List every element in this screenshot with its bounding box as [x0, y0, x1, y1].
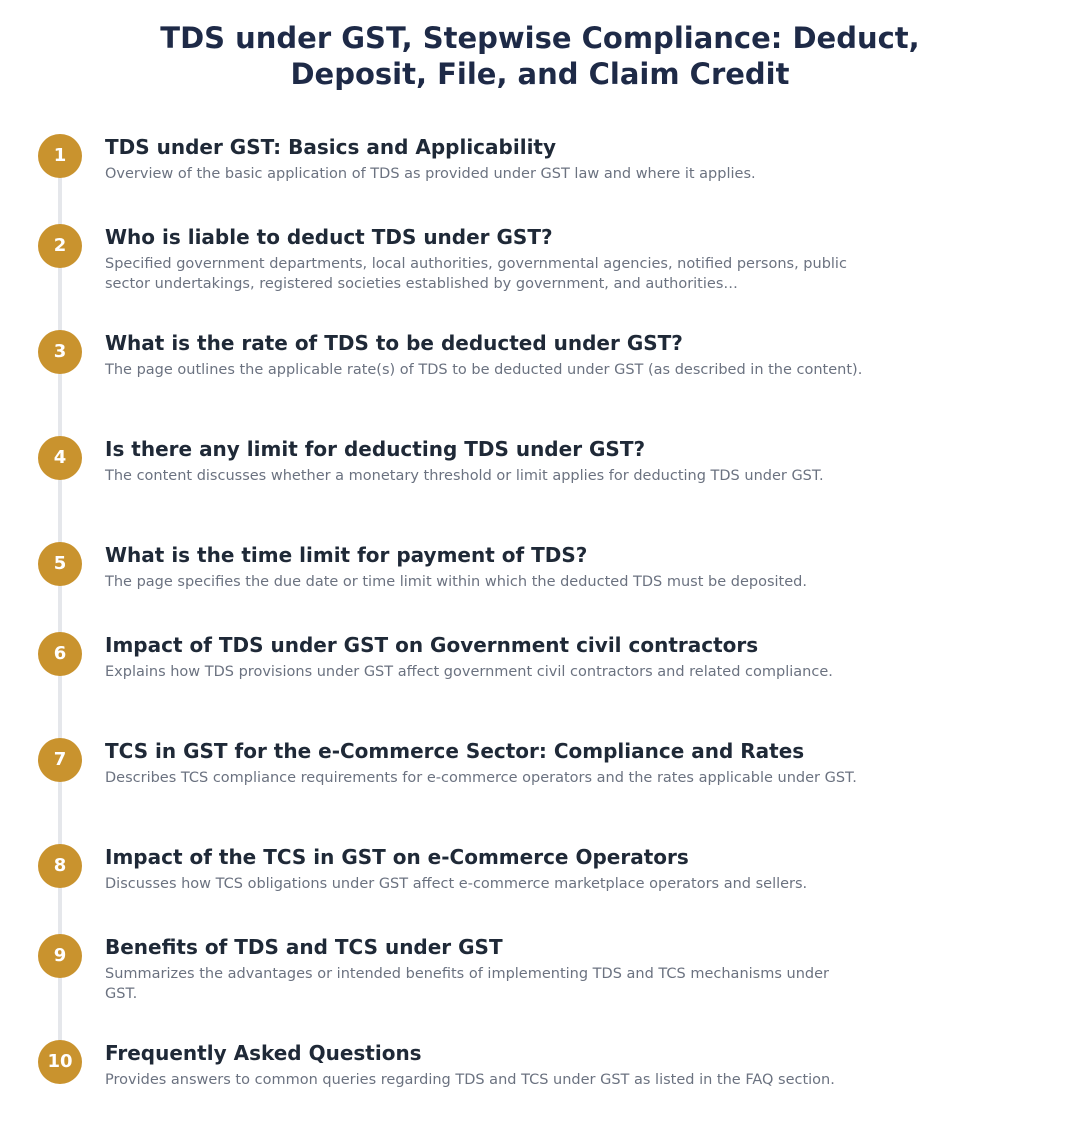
step-number-badge: 3: [38, 330, 82, 374]
step-description: Overview of the basic application of TDS as provided under GST law and where it applies.: [105, 166, 756, 182]
step-description: Describes TCS compliance requirements for e-commerce operators and the rates applicable under GST.: [105, 770, 857, 786]
step-number-badge: 9: [38, 934, 82, 978]
step-description: The page outlines the applicable rate(s) of TDS to be deducted under GST (as described in the content).: [105, 362, 863, 378]
page-title-line-2: Deposit, File, and Claim Credit: [290, 57, 790, 91]
step-description: Discusses how TCS obligations under GST affect e-commerce marketplace operators and sellers.: [105, 876, 808, 892]
step-number-badge: 5: [38, 542, 82, 586]
step-description: Explains how TDS provisions under GST affect government civil contractors and related compliance.: [105, 664, 833, 680]
step-number-badge: 7: [38, 738, 82, 782]
step-number-badge: 8: [38, 844, 82, 888]
step-title: Frequently Asked Questions: [105, 1041, 422, 1065]
step-number-badge: 6: [38, 632, 82, 676]
page-title: [0, 20, 1080, 92]
step-description: The page specifies the due date or time limit within which the deducted TDS must be deposited.: [105, 574, 807, 590]
step-description: Specified government departments, local authorities, governmental agencies, notified persons, public sector undertakings, registered societies established by government, and authorities…: [105, 256, 847, 292]
step-title: Is there any limit for deducting TDS under GST?: [105, 437, 646, 461]
timeline-connector-line: [58, 156, 62, 1062]
step-title: TDS under GST: Basics and Applicability: [105, 135, 557, 159]
step-number-badge: 2: [38, 224, 82, 268]
step-title: Impact of TDS under GST on Government civil contractors: [105, 633, 759, 657]
step-title: What is the time limit for payment of TDS?: [105, 543, 588, 567]
step-title: TCS in GST for the e-Commerce Sector: Compliance and Rates: [105, 739, 805, 763]
step-description: The content discusses whether a monetary threshold or limit applies for deducting TDS under GST.: [105, 468, 824, 484]
step-number-badge: 10: [38, 1040, 82, 1084]
step-number-badge: 1: [38, 134, 82, 178]
step-title: Who is liable to deduct TDS under GST?: [105, 225, 553, 249]
step-description: Provides answers to common queries regarding TDS and TCS under GST as listed in the FAQ section.: [105, 1072, 835, 1088]
step-title: Impact of the TCS in GST on e-Commerce Operators: [105, 845, 689, 869]
step-description: Summarizes the advantages or intended benefits of implementing TDS and TCS mechanisms under GST.: [105, 966, 829, 1002]
page-title-line-1: TDS under GST, Stepwise Compliance: Deduct,: [160, 21, 920, 55]
step-title: Benefits of TDS and TCS under GST: [105, 935, 503, 959]
step-title: What is the rate of TDS to be deducted under GST?: [105, 331, 683, 355]
step-number-badge: 4: [38, 436, 82, 480]
